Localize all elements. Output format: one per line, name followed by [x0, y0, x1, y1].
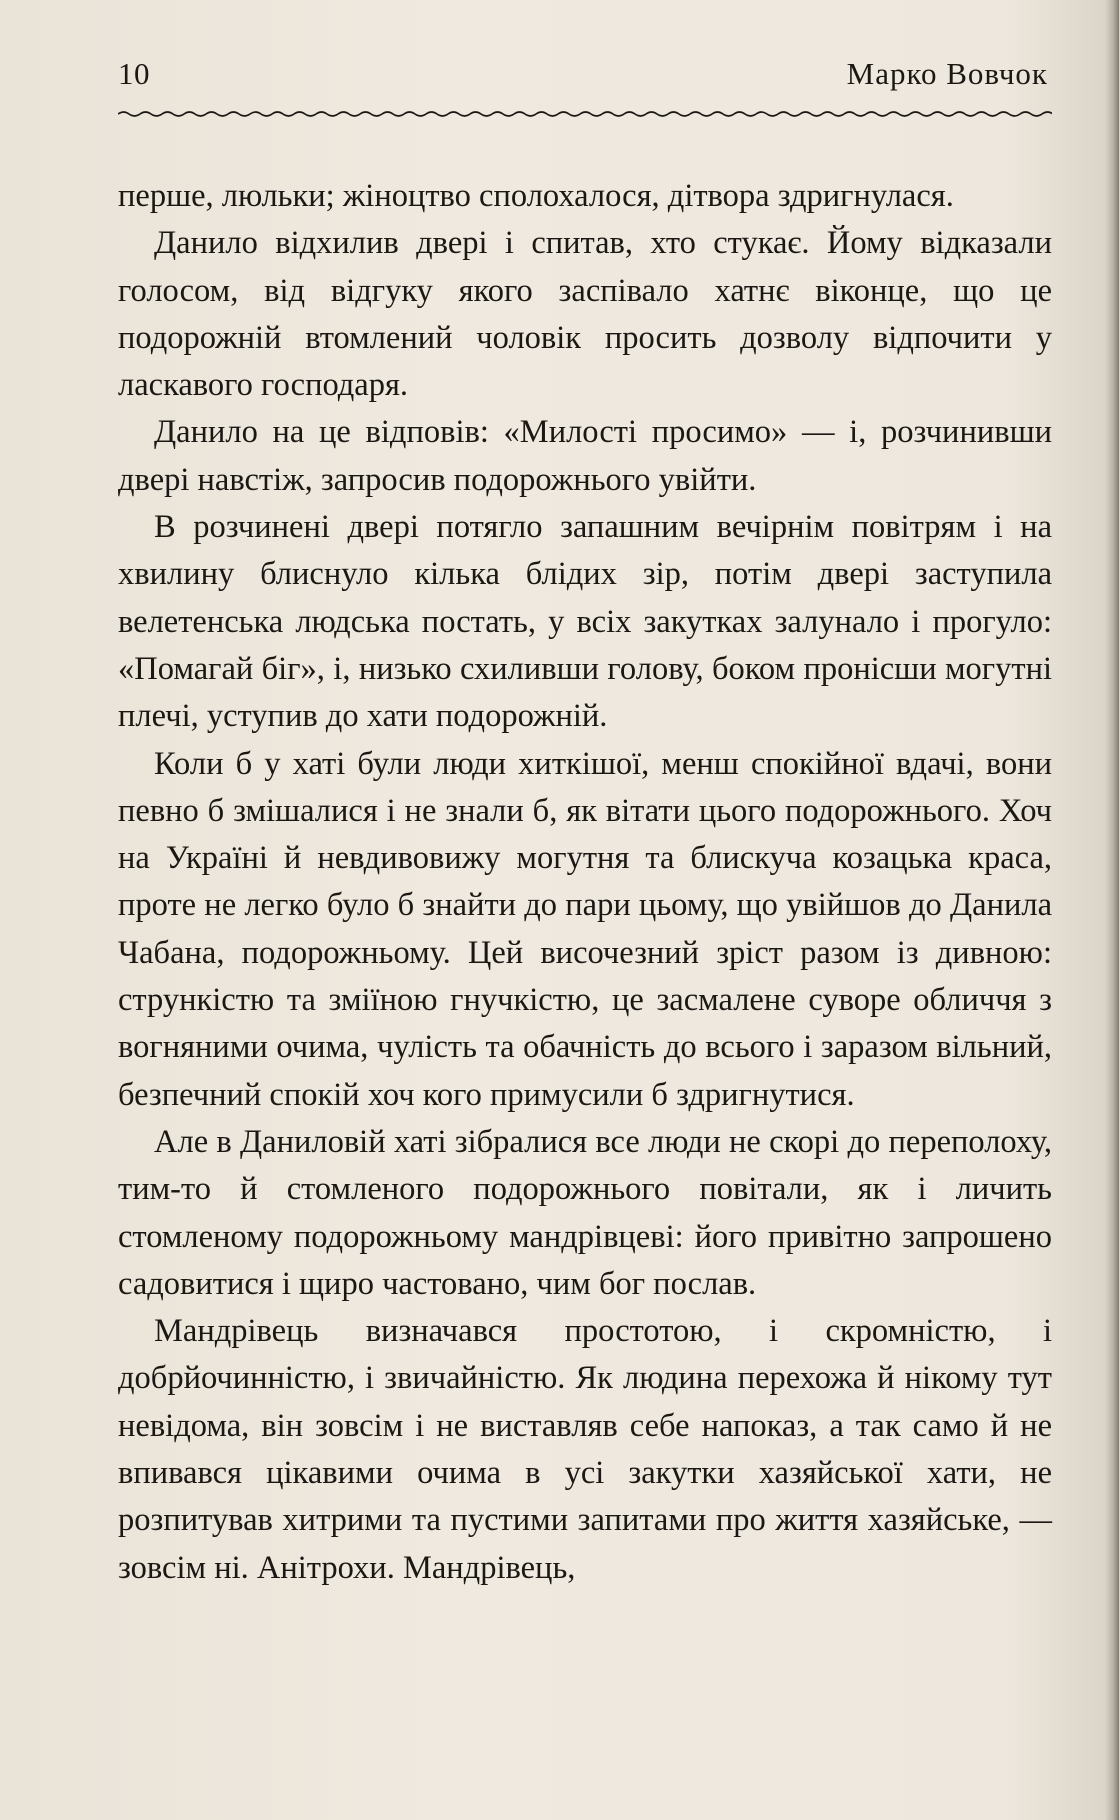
paragraph: Коли б у хаті були люди хиткішої, менш спокійної вдачі, вони певно б змішалися і не знали б, як вітати цього подорожнього. Хоч на Україні й невдивовижу могутня та блискуча козацька краса, проте не легко було б знайти до пари цьому, що увійшов до Данила Чабана, подорожньому. Цей височезний зріст разом із дивною: стрункістю та зміїною гнучкістю, це засмалене суворе обличчя з вогняними очима, чулість та обачність до всього і заразом вільний, безпечний спокій хоч кого примусили б здригнутися. — [118, 745, 1052, 1113]
paragraph: Данило відхилив двері і спитав, хто стукає. Йому відказали голосом, від відгуку якого заспівало хатнє віконце, що це подорожній втомлений чоловік просить дозволу відпочити у ласкавого господаря. — [118, 225, 1052, 404]
body-text — [118, 173, 1052, 1592]
page-header — [118, 56, 1048, 102]
paragraph: перше, люльки; жіноцтво сполохалося, дітвора здригнулася. — [118, 178, 954, 214]
wavy-rule-ornament — [118, 106, 1052, 122]
paragraph: Данило на це відповів: «Милості просимо» — і, розчинивши двері навстіж, запросив подорожнього увійти. — [118, 414, 1052, 498]
running-title: Марко Вовчок — [846, 56, 1048, 91]
paragraph: Але в Даниловій хаті зібралися все люди не скорі до переполоху, тим-то й стомленого подорожнього повітали, як і личить стомленому подорожньому мандрівцеві: його привітно запрошено садовитися і щиро частовано, чим бог послав. — [118, 1123, 1052, 1302]
paragraph: Мандрівець визначався простотою, і скромністю, і добрйочинністю, і звичайністю. Як людина перехожа й нікому тут невідома, він зовсім і не виставляв себе напоказ, а так само й не впивався цікавими очима в усі закутки хазяйської хати, не розпитував хитрими та пустими запитами про життя хазяйське, — зовсім ні. Анітрохи. Мандрівець, — [118, 1313, 1052, 1586]
page-edge-shadow — [1105, 0, 1119, 1820]
paragraph: В розчинені двері потягло запашним вечірнім повітрям і на хвилину блиснуло кілька блідих зір, потім двері заступила велетенська людська постать, у всіх закутках залунало і прогуло: «Помагай біг», і, низько схиливши голову, боком пронісши могутні плечі, уступив до хати подорожній. — [118, 509, 1052, 735]
page-number: 10 — [118, 56, 150, 91]
